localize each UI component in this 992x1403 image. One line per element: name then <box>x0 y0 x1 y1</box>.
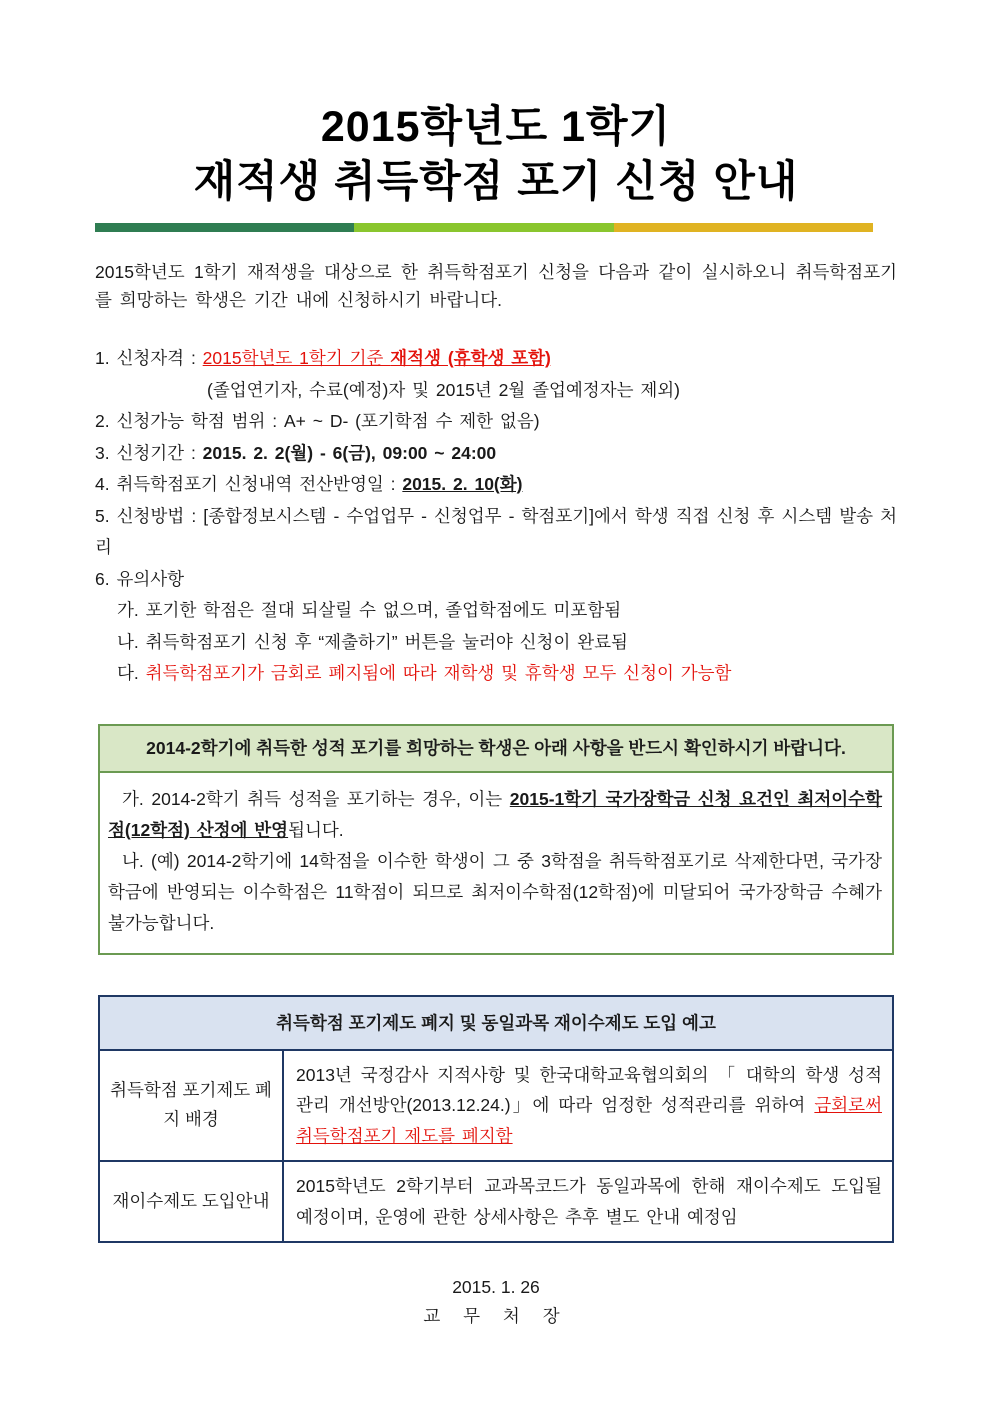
row1-text-cell <box>284 1051 892 1161</box>
row1-red-text: 금회로써 취득학점포기 제도를 폐지함 <box>296 1095 882 1146</box>
para1-emphasis-text: 2015-1학기 국가장학금 신청 요건인 최저이수학점(12학점) 산정에 반영 <box>108 788 882 840</box>
row1-label-cell: 취득학점 포기제도 폐지 배경 <box>100 1051 284 1161</box>
caution-da <box>95 658 897 690</box>
numbered-list <box>95 343 897 690</box>
table-row <box>100 1162 892 1241</box>
scholarship-notice-para2: 나. (예) 2014-2학기에 14학점을 이수한 학생이 그 중 3학점을 취득학점포기로 삭제한다면, 국가장학금에 반영되는 이수학점은 11학점이 되므로 최저이수학점(12학점)에 미달되어 국가장학금 수혜가 불가능합니다. <box>108 850 882 933</box>
scholarship-notice-para1 <box>108 784 882 846</box>
item1-label: 1. 신청자격 : <box>95 348 203 368</box>
list-item-cautions: 6. 유의사항 <box>95 568 185 589</box>
issue-date: 2015. 1. 26 <box>452 1277 540 1297</box>
list-item-method: 5. 신청방법 : [종합정보시스템 - 수업업무 - 신청업무 - 학점포기]에서 학생 직접 신청 후 시스템 발송 처리 <box>95 505 897 557</box>
scholarship-notice-box <box>98 724 894 955</box>
policy-change-table <box>98 995 894 1244</box>
list-item-grade-range: 2. 신청가능 학점 범위 : A+ ~ D- (포기학점 수 제한 없음) <box>95 411 540 431</box>
list-item-eligibility <box>95 343 897 375</box>
row2-text: 2015학년도 2학기부터 교과목코드가 동일과목에 한해 재이수제도 도입될 예정이며, 운영에 관한 상세사항은 추후 별도 안내 예정임 <box>296 1176 882 1227</box>
item3-period-dates: 2015. 2. 2(월) - 6(금), 09:00 ~ 24:00 <box>202 442 497 463</box>
list-item-eligibility-exception: (졸업연기자, 수료(예정)자 및 2015년 2월 졸업예정자는 제외) <box>207 379 681 400</box>
row2-text-cell <box>284 1162 892 1241</box>
page-title <box>95 0 897 210</box>
divider-segment-dark-green <box>95 223 354 232</box>
document-footer <box>95 1273 897 1331</box>
caution-da-label: 다. <box>117 663 146 683</box>
caution-na: 나. 취득학점포기 신청 후 “제출하기” 버튼을 눌러야 신청이 완료됨 <box>117 631 628 652</box>
page-title-line1: 2015학년도 1학기 <box>320 103 672 151</box>
para1-post-text: 됩니다. <box>288 819 344 840</box>
table-row <box>100 1051 892 1163</box>
divider-segment-light-green <box>354 223 613 232</box>
scholarship-notice-body <box>100 773 892 953</box>
list-item-period <box>95 438 897 470</box>
item4-label: 4. 취득학점포기 신청내역 전산반영일 : <box>95 474 403 494</box>
scholarship-notice-header: 2014-2학기에 취득한 성적 포기를 희망하는 학생은 아래 사항을 반드시 확인하시기 바랍니다. <box>100 726 892 773</box>
row1-text: 2013년 국정감사 지적사항 및 한국대학교육협의회의 「 대학의 학생 성적 관리 개선방안(2013.12.24.)」에 따라 엄정한 성적관리를 위하여 <box>296 1064 882 1115</box>
signature: 교 무 처 장 <box>423 1306 569 1326</box>
item3-label: 3. 신청기간 : <box>95 442 203 463</box>
caution-ga: 가. 포기한 학점은 절대 되살릴 수 없으며, 졸업학점에도 미포함됨 <box>117 600 622 620</box>
policy-table-title: 취득학점 포기제도 폐지 및 동일과목 재이수제도 도입 예고 <box>100 997 892 1051</box>
row2-label-cell: 재이수제도 도입안내 <box>100 1162 284 1241</box>
divider-segment-gold <box>614 223 873 232</box>
item1-red-bold-text: 재적생 (휴학생 포함) <box>390 348 551 368</box>
item4-date: 2015. 2. 10(화) <box>402 474 523 494</box>
item1-emphasis <box>203 348 551 368</box>
para1-pre-text: 가. 2014-2학기 취득 성적을 포기하는 경우, 이는 <box>122 788 510 809</box>
title-divider <box>95 223 873 232</box>
page-title-line2: 재적생 취득학점 포기 신청 안내 <box>193 158 799 206</box>
intro-paragraph: 2015학년도 1학기 재적생을 대상으로 한 취득학점포기 신청을 다음과 같이 실시하오니 취득학점포기를 희망하는 학생은 기간 내에 신청하시기 바랍니다. <box>95 262 897 310</box>
item1-red-text: 2015학년도 1학기 기준 <box>202 348 391 368</box>
list-item-reflect-date <box>95 469 897 501</box>
caution-da-red-text: 취득학점포기가 금회로 폐지됨에 따라 재학생 및 휴학생 모두 신청이 가능함 <box>145 663 732 683</box>
